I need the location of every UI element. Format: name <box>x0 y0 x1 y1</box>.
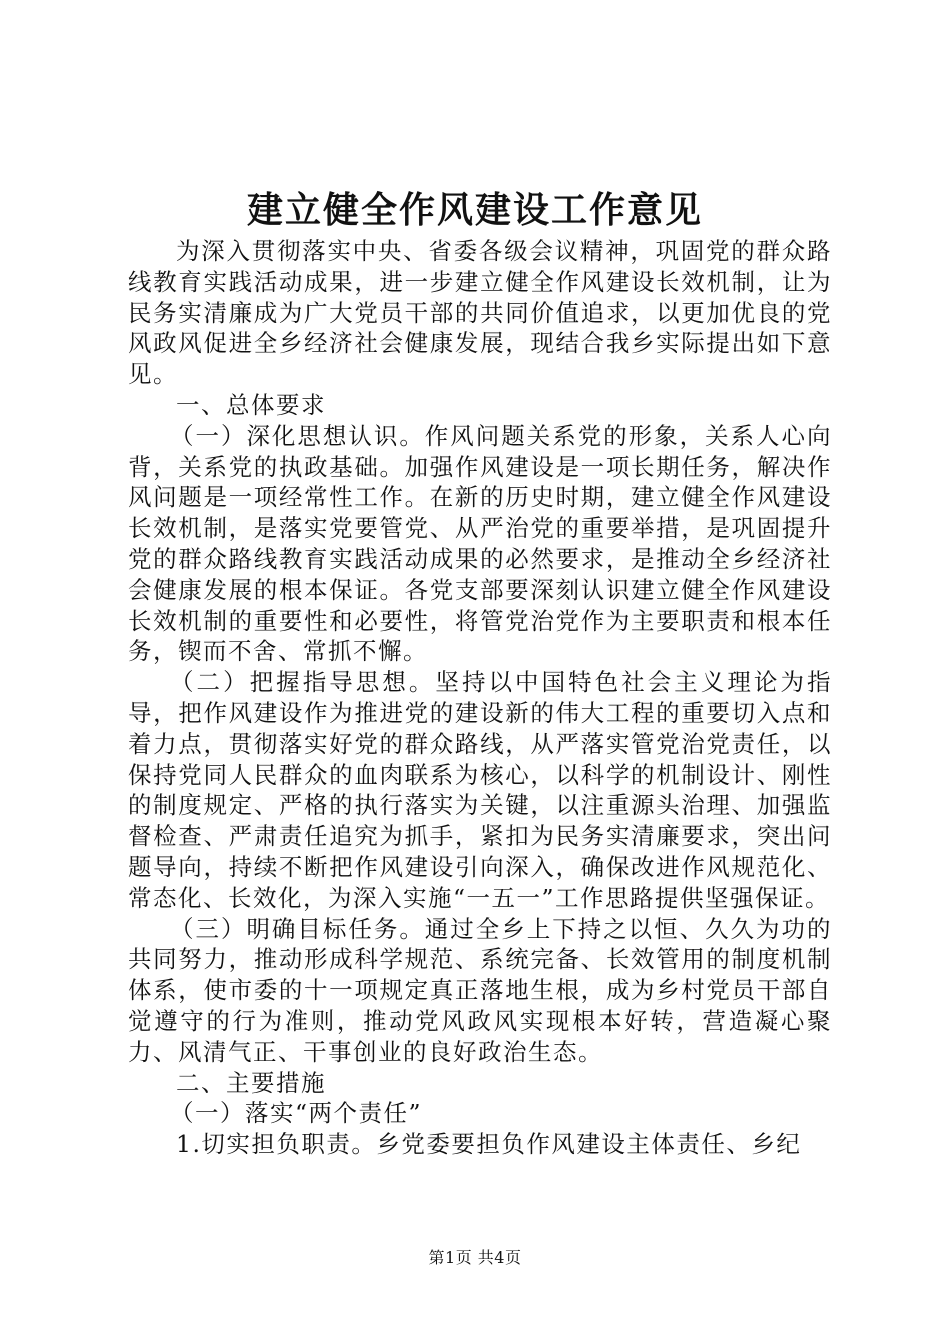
intro-paragraph: 为深入贯彻落实中央、省委各级会议精神，巩固党的群众路线教育实践活动成果，进一步建立健全作风建设长效机制，让为民务实清廉成为广大党员干部的共同价值追求，以更加优良的党风政风促进全乡经济社会健康发展，现结合我乡实际提出如下意见。 <box>128 237 832 389</box>
subheading-two-responsibilities: （一）落实“两个责任” <box>170 1099 423 1128</box>
paragraph-fulfill-duties: 1.切实担负职责。乡党委要担负作风建设主体责任、乡纪 <box>176 1130 802 1159</box>
paragraph-guiding-thought: （二）把握指导思想。坚持以中国特色社会主义理论为指导，把作风建设作为推进党的建设新的伟大工程的重要切入点和着力点，贯彻落实好党的群众路线，从严落实管党治党责任，以保持党同人民群众的血肉联系为核心，以科学的机制设计、刚性的制度规定、严格的执行落实为关键，以注重源头治理、加强监督检查、严肃责任追究为抓手，紧扣为民务实清廉要求，突出问题导向，持续不断把作风建设引向深入，确保改进作风规范化、常态化、长效化，为深入实施“一五一”工作思路提供坚强保证。 <box>128 668 832 912</box>
document-title: 建立健全作风建设工作意见 <box>246 189 703 231</box>
page-number-footer: 第1页 共4页 <box>428 1248 522 1267</box>
section-heading-main-measures: 二、主要措施 <box>176 1068 326 1097</box>
section-heading-general-requirements: 一、总体要求 <box>176 390 326 419</box>
paragraph-goals-tasks: （三）明确目标任务。通过全乡上下持之以恒、久久为功的共同努力，推动形成科学规范、系统完备、长效管用的制度机制体系，使市委的十一项规定真正落地生根，成为乡村党员干部自觉遵守的行为准则，推动党风政风实现根本好转，营造凝心聚力、风清气正、干事创业的良好政治生态。 <box>128 914 832 1066</box>
document-body <box>128 236 832 1160</box>
paragraph-deepen-understanding: （一）深化思想认识。作风问题关系党的形象，关系人心向背，关系党的执政基础。加强作风建设是一项长期任务，解决作风问题是一项经常性工作。在新的历史时期，建立健全作风建设长效机制，是落实党要管党、从严治党的重要举措，是巩固提升党的群众路线教育实践活动成果的必然要求，是推动全乡经济社会健康发展的根本保证。各党支部要深刻认识建立健全作风建设长效机制的重要性和必要性，将管党治党作为主要职责和根本任务，锲而不舍、常抓不懈。 <box>128 421 832 666</box>
